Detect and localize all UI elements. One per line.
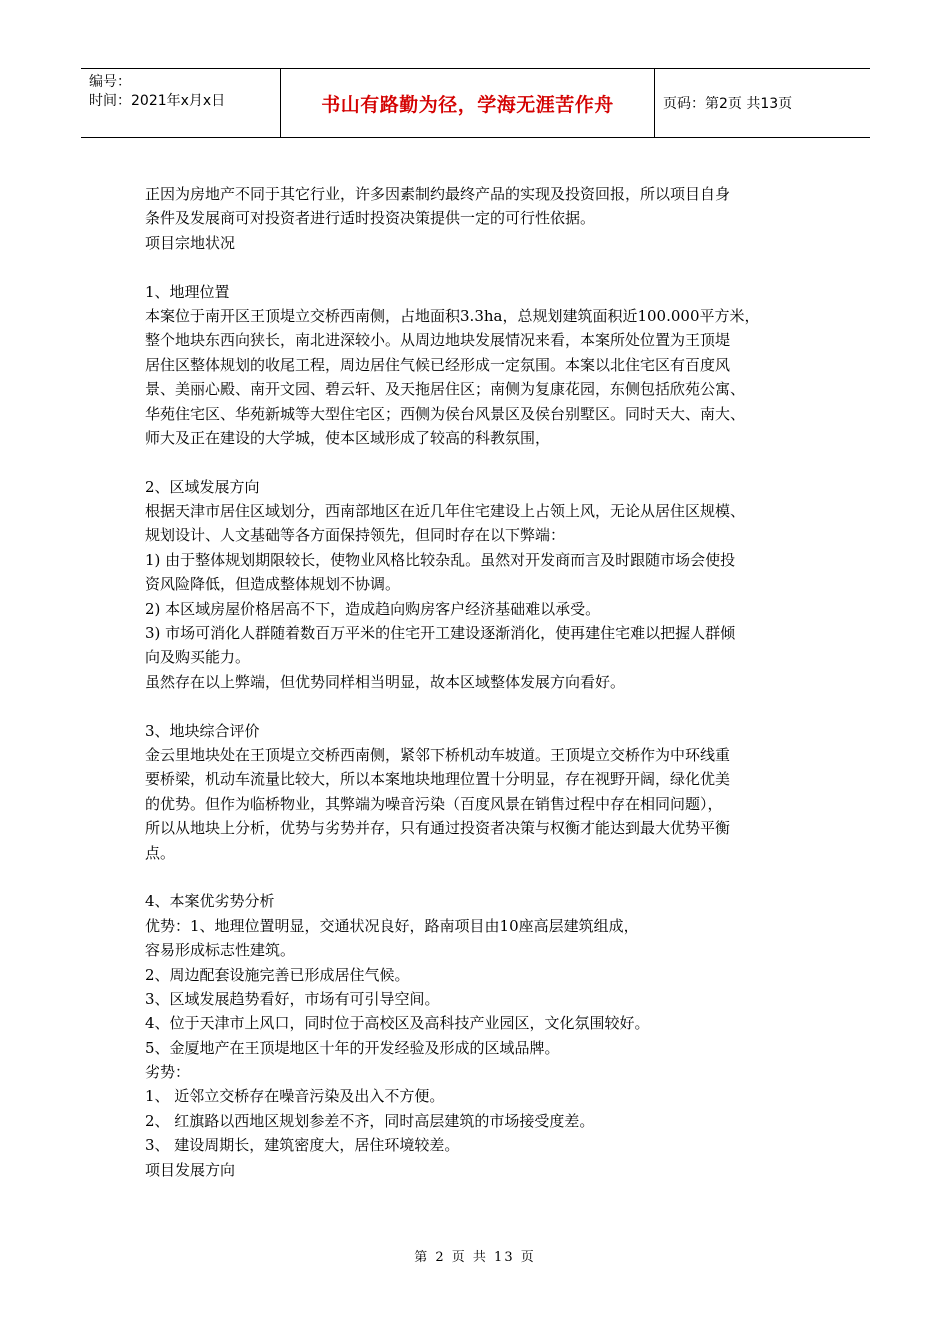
text-line: 1、地理位置	[145, 282, 230, 301]
text-line: 5、金厦地产在王顶堤地区十年的开发经验及形成的区域品牌。	[145, 1038, 560, 1057]
text-line: 条件及发展商可对投资者进行适时投资决策提供一定的可行性依据。	[145, 209, 596, 228]
text-line: 华苑住宅区、华苑新城等大型住宅区；西侧为侯台风景区及侯台别墅区。同时天大、南大、	[145, 404, 746, 423]
header-page-info	[655, 69, 870, 137]
text-line: 2、 红旗路以西地区规划参差不齐，同时高层建筑的市场接受度差。	[145, 1111, 595, 1130]
text-line: 劣势：	[145, 1063, 191, 1082]
page-indicator: 页码：第2页 共13页	[663, 96, 793, 112]
text-line: 整个地块东西向狭长，南北进深较小。从周边地块发展情况来看，本案所处位置为王顶堤	[145, 331, 731, 350]
text-line: 所以从地块上分析，优势与劣势并存，只有通过投资者决策与权衡才能达到最大优势平衡	[145, 819, 731, 838]
text-line: 师大及正在建设的大学城，使本区域形成了较高的科教氛围，	[145, 428, 551, 447]
text-line: 2、区域发展方向	[145, 477, 260, 496]
page-header	[81, 68, 870, 138]
text-line: 2) 本区域房屋价格居高不下，造成趋向购房客户经济基础难以承受。	[145, 599, 601, 618]
text-line: 景、美丽心殿、南开文园、碧云轩、及天拖居住区；南侧为复康花园，东侧包括欣苑公寓、	[145, 380, 746, 399]
text-line: 1) 由于整体规划期限较长，使物业风格比较杂乱。虽然对开发商而言及时跟随市场会使投	[145, 550, 736, 569]
text-line: 金云里地块处在王顶堤立交桥西南侧，紧邻下桥机动车坡道。王顶堤立交桥作为中环线重	[145, 745, 731, 764]
text-line: 的优势。但作为临桥物业，其弊端为噪音污染（百度风景在销售过程中存在相同问题），	[145, 794, 723, 813]
text-line: 项目发展方向	[145, 1160, 236, 1179]
text-line: 4、本案优劣势分析	[145, 892, 275, 911]
text-line: 本案位于南开区王顶堤立交桥西南侧，占地面积3.3ha，总规划建筑面积近100.000平方米，	[145, 306, 760, 325]
text-line: 向及购买能力。	[145, 648, 251, 667]
paragraph-gap	[145, 255, 817, 279]
text-line: 3、地块综合评价	[145, 721, 260, 740]
paragraph-gap	[145, 450, 817, 474]
text-line: 优势：1、地理位置明显，交通状况良好，路南项目由10座高层建筑组成，	[145, 916, 639, 935]
page-footer	[0, 1246, 950, 1265]
text-line: 容易形成标志性建筑。	[145, 941, 296, 960]
text-line: 2、周边配套设施完善已形成居住气候。	[145, 965, 410, 984]
header-motto	[281, 69, 655, 137]
document-body	[145, 182, 817, 1182]
text-line: 4、位于天津市上风口，同时位于高校区及高科技产业园区，文化氛围较好。	[145, 1014, 650, 1033]
text-line: 资风险降低，但造成整体规划不协调。	[145, 575, 401, 594]
text-line: 3) 市场可消化人群随着数百万平米的住宅开工建设逐渐消化，使再建住宅难以把握人群倾	[145, 624, 736, 643]
text-line: 点。	[145, 843, 176, 862]
text-line: 项目宗地状况	[145, 233, 236, 252]
document-time-label: 时间：2021年x月x日	[89, 93, 226, 109]
footer-page-number: 第 2 页 共 13 页	[414, 1250, 536, 1265]
text-line: 1、 近邻立交桥存在噪音污染及出入不方便。	[145, 1087, 445, 1106]
document-number-label: 编号：	[89, 74, 131, 90]
text-line: 居住区整体规划的收尾工程，周边居住气候已经形成一定氛围。本案以北住宅区有百度风	[145, 355, 731, 374]
text-line: 根据天津市居住区域划分，西南部地区在近几年住宅建设上占领上风，无论从居住区规模、	[145, 502, 746, 521]
text-line: 规划设计、人文基础等各方面保持领先，但同时存在以下弊端：	[145, 526, 566, 545]
text-line: 虽然存在以上弊端，但优势同样相当明显，故本区域整体发展方向看好。	[145, 672, 626, 691]
text-line: 3、 建设周期长，建筑密度大，居住环境较差。	[145, 1136, 460, 1155]
paragraph-gap	[145, 694, 817, 718]
motto-text: 书山有路勤为径，学海无涯苦作舟	[321, 93, 614, 116]
text-line: 正因为房地产不同于其它行业，许多因素制约最终产品的实现及投资回报，所以项目自身	[145, 185, 731, 203]
paragraph-gap	[145, 865, 817, 889]
header-meta	[81, 69, 281, 137]
text-line: 要桥梁，机动车流量比较大，所以本案地块地理位置十分明显，存在视野开阔，绿化优美	[145, 770, 731, 789]
text-line: 3、区域发展趋势看好，市场有可引导空间。	[145, 989, 440, 1008]
